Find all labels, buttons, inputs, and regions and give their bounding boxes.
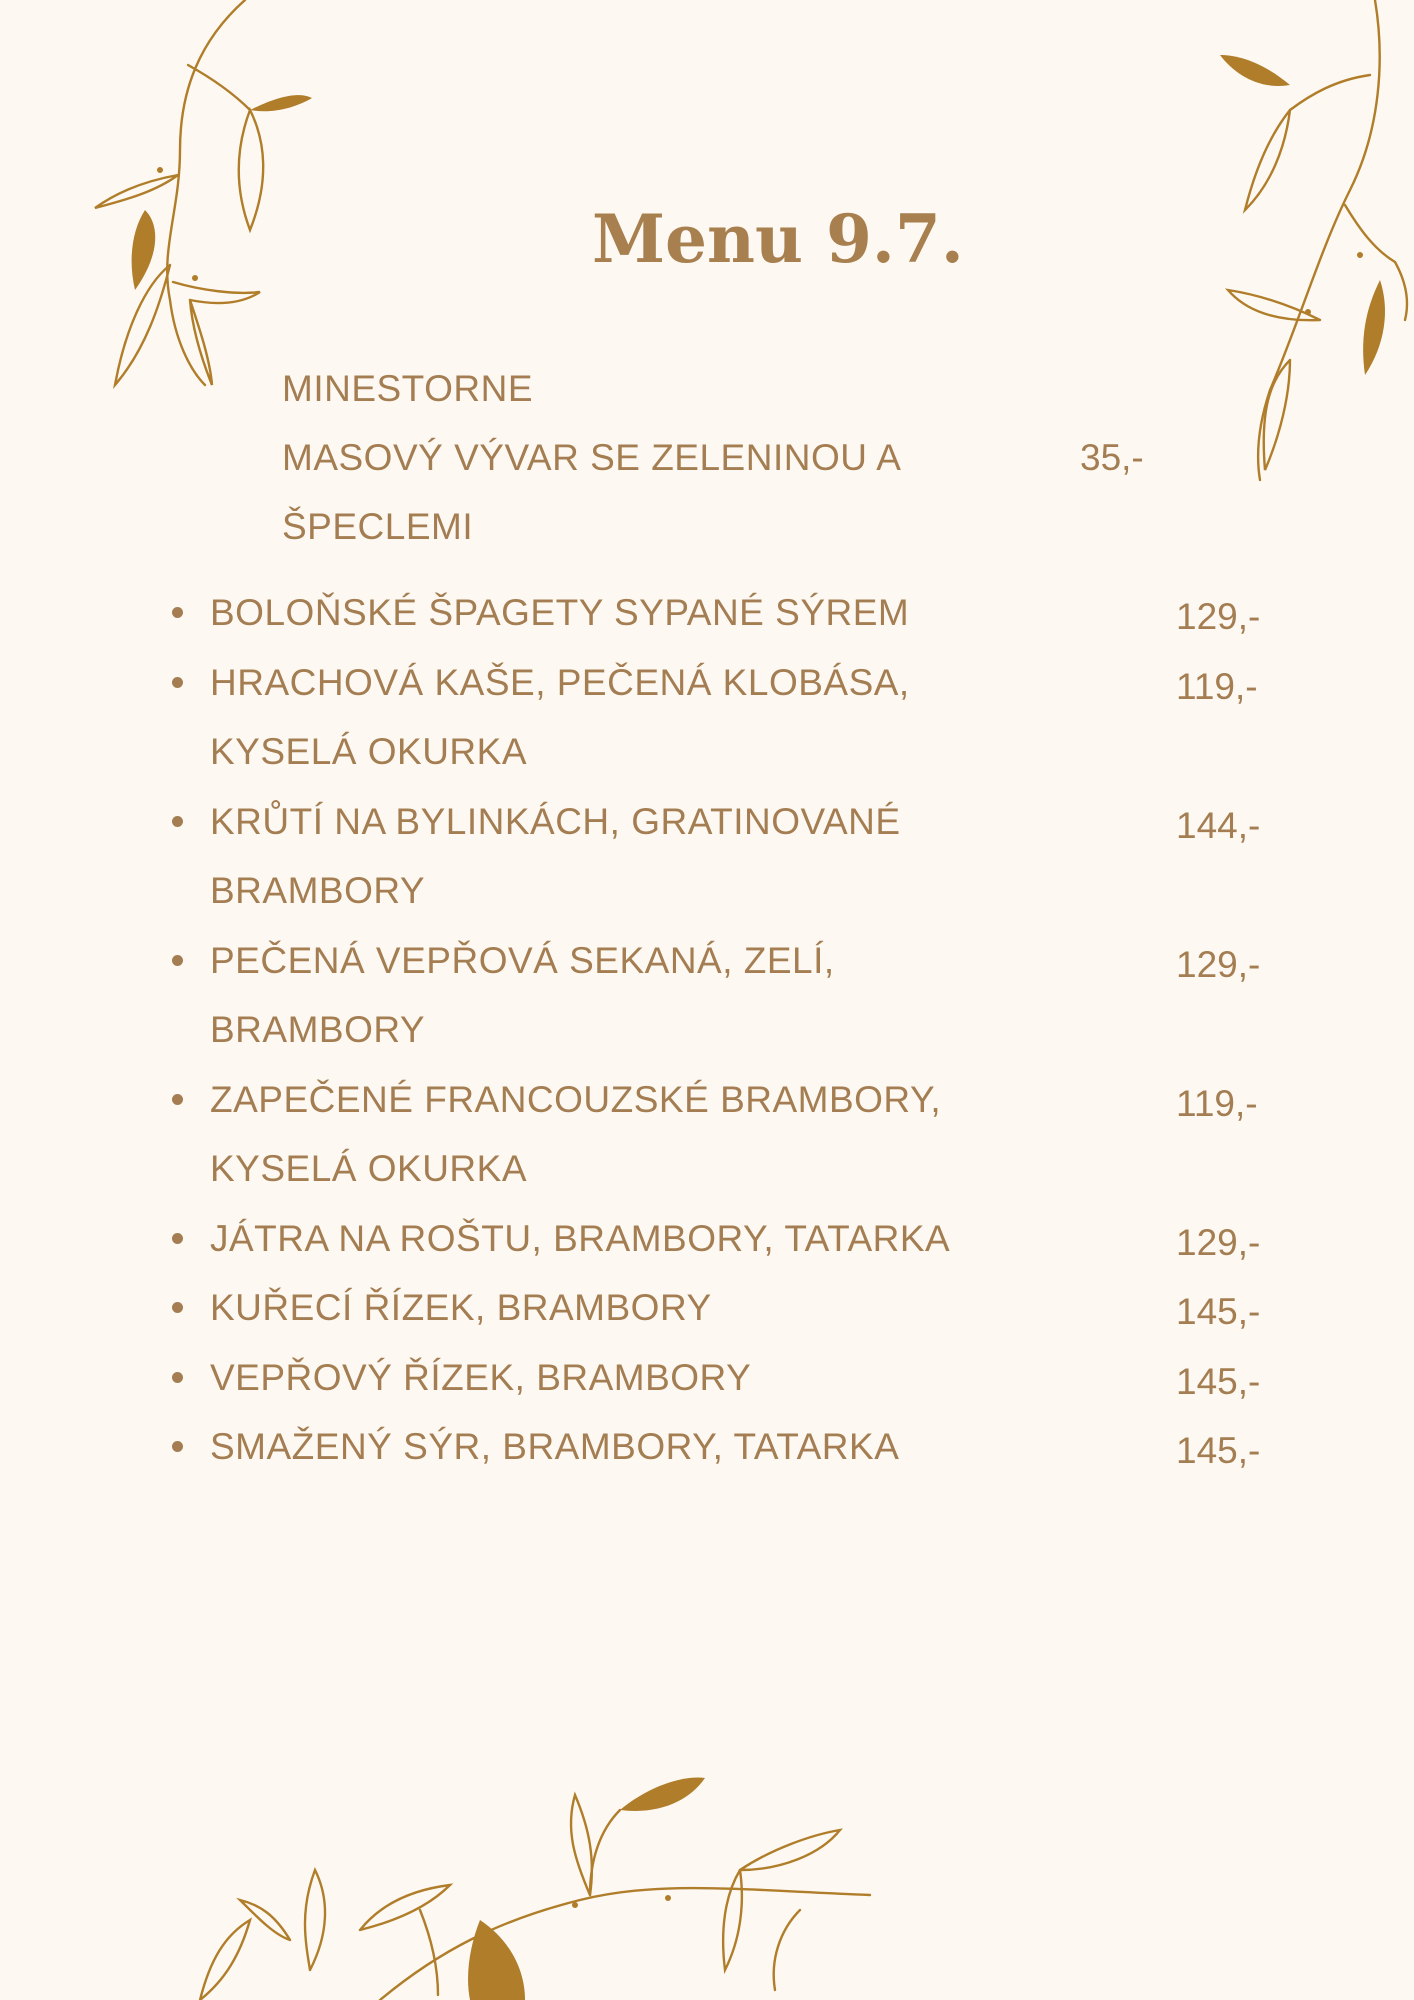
bullet-dot-icon [172,955,183,966]
menu-item-price: 119,- [1176,1082,1258,1124]
menu-item-name: SMAŽENÝ SÝR, BRAMBORY, TATARKA [210,1426,900,1467]
menu-item-price: 145,- [1176,1291,1261,1332]
menu-item [168,1065,1288,1204]
menu-item-name: ZAPEČENÉ FRANCOUZSKÉ BRAMBORY, [210,1078,942,1120]
menu-item-name-continued: KYSELÁ OKURKA [210,731,528,772]
menu-item-name-continued: BRAMBORY [210,1009,426,1050]
bullet-dot-icon [172,607,183,618]
menu-item [168,1343,1288,1413]
menu-item-price: 145,- [1176,1360,1261,1402]
menu-item [168,1204,1288,1274]
page-title: Menu 9.7. [592,200,964,278]
bullet-dot-icon [172,1372,183,1383]
bullet-dot-icon [172,1233,183,1244]
menu-item [168,648,1288,787]
menu-item-price: 119,- [1176,665,1258,707]
bullet-dot-icon [172,816,183,827]
menu-item-name: JÁTRA NA ROŠTU, BRAMBORY, TATARKA [210,1217,951,1259]
menu-item [168,787,1288,926]
bullet-dot-icon [172,1094,183,1105]
menu-item-price: 145,- [1176,1430,1261,1471]
soup-price: 35,- [1080,437,1144,478]
menu-item-name: KUŘECÍ ŘÍZEK, BRAMBORY [210,1287,712,1328]
soup-of-the-day [282,354,1182,561]
soup-description-continued: ŠPECLEMI [282,506,474,547]
menu-item-name-continued: BRAMBORY [210,870,426,911]
menu-item-name: PEČENÁ VEPŘOVÁ SEKANÁ, ZELÍ, [210,939,835,981]
menu-item-price: 144,- [1176,804,1261,846]
menu-item-price: 129,- [1176,943,1261,985]
menu-item-name-continued: KYSELÁ OKURKA [210,1148,528,1189]
menu-item-price: 129,- [1176,596,1261,637]
menu-item-name: KRŮTÍ NA BYLINKÁCH, GRATINOVANÉ [210,800,901,842]
menu-item-name: VEPŘOVÝ ŘÍZEK, BRAMBORY [210,1356,752,1398]
bullet-dot-icon [172,1441,183,1452]
menu-item [168,926,1288,1065]
soup-description: MASOVÝ VÝVAR SE ZELENINOU A [282,437,902,478]
bullet-dot-icon [172,677,183,688]
menu-item-name: BOLOŇSKÉ ŠPAGETY SYPANÉ SÝREM [210,592,910,633]
menu-item [168,1273,1288,1343]
menu-item-name: HRACHOVÁ KAŠE, PEČENÁ KLOBÁSA, [210,661,910,703]
leaf-branch-top-left [40,0,320,400]
menu-list [168,578,1288,1482]
menu-item [168,1412,1288,1482]
leaf-branch-bottom [180,1720,900,2000]
leaf-branch-top-right [1160,0,1414,500]
soup-name: MINESTORNE [282,368,534,409]
bullet-dot-icon [172,1302,183,1313]
menu-item-price: 129,- [1176,1221,1261,1263]
menu-item [168,578,1288,648]
